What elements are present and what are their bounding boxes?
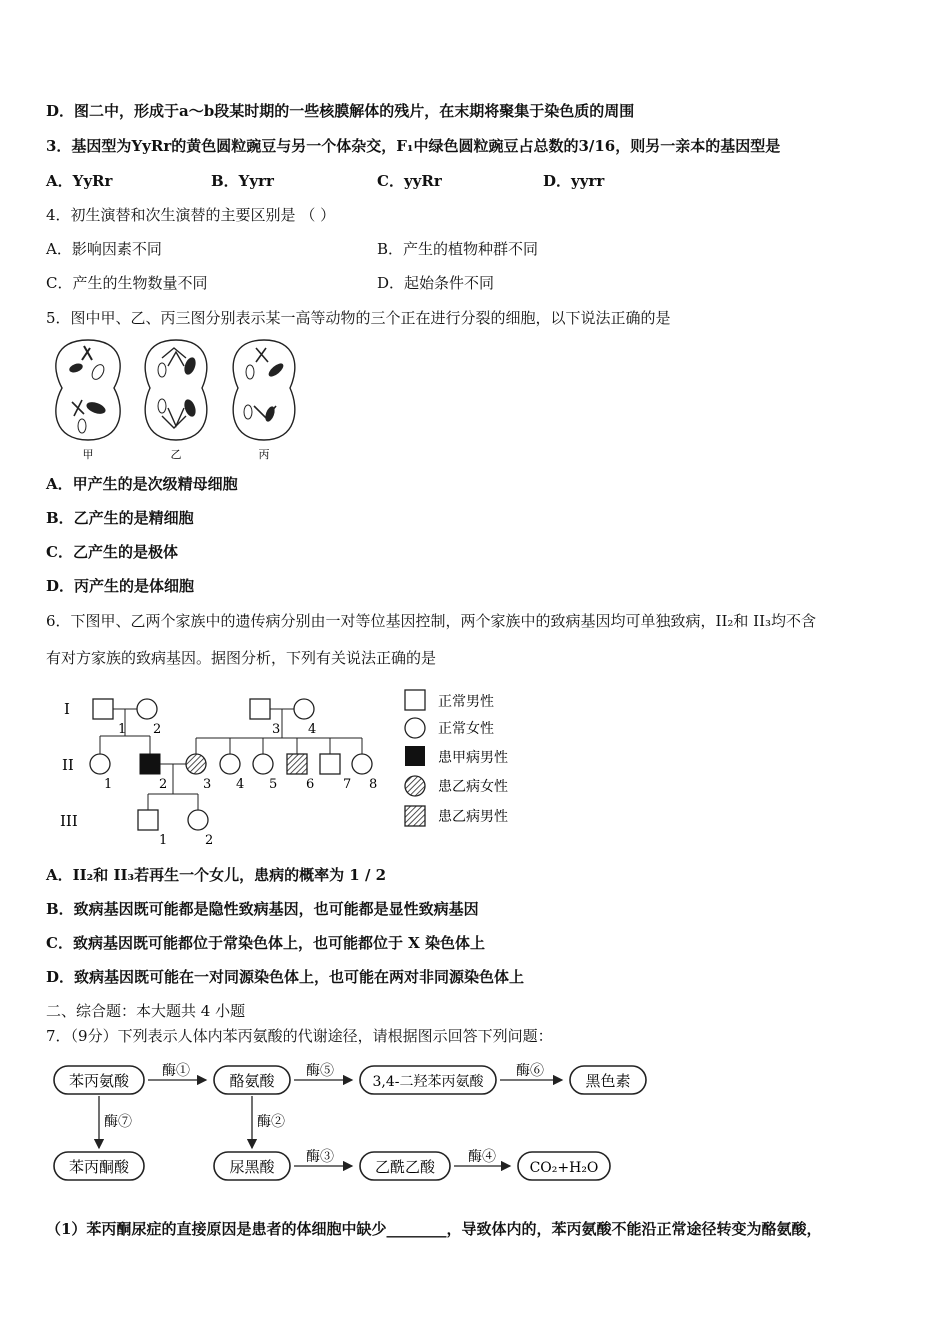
q6-stem-line1: 6．下图甲、乙两个家族中的遗传病分别由一对等位基因控制，两个家族中的致病基因均可单独致病，II₂和 II₃均不含 [46, 612, 817, 630]
node-co2-h2o-label: CO₂+H₂O [529, 1160, 599, 1176]
II-7 [320, 754, 340, 774]
q4-option-b: B．产生的植物种群不同 [377, 240, 539, 258]
q6-option-b: B．致病基因既可能都是隐性致病基因，也可能都是显性致病基因 [46, 900, 479, 918]
q4-option-a: A．影响因素不同 [46, 240, 162, 258]
q3-option-c: C．yyRr [377, 172, 442, 190]
legend-normal-male: 正常男性 [438, 694, 494, 710]
II-3 [186, 754, 206, 774]
III-1 [138, 810, 158, 830]
legend-normal-female: 正常女性 [438, 721, 494, 737]
cell-label-jia: 甲 [82, 448, 94, 461]
III-1-number: 1 [159, 833, 168, 848]
metabolic-pathway [48, 1058, 658, 1186]
I-1 [93, 699, 113, 719]
I-3 [250, 699, 270, 719]
q5-option-d: D．丙产生的是体细胞 [46, 577, 195, 595]
q6-stem-line2: 有对方家族的致病基因。据图分析，下列有关说法正确的是 [46, 649, 437, 667]
II-2 [140, 754, 160, 774]
node-tyrosine-label: 酪氨酸 [229, 1072, 275, 1090]
pedigree-legend [405, 690, 508, 826]
q5-option-b: B．乙产生的是精细胞 [46, 509, 194, 527]
II-6 [287, 754, 307, 774]
q7-sub1: （1）苯丙酮尿症的直接原因是患者的体细胞中缺少________，导致体内的，苯丙氨酸不能沿正常途径转变为酪氨酸， [46, 1220, 822, 1238]
node-phenylalanine-label: 苯丙氨酸 [68, 1072, 130, 1090]
enzyme-2: 酶② [257, 1114, 285, 1130]
q3-options [0, 170, 950, 192]
I-1-number: 1 [118, 722, 127, 737]
gen-label-3: III [60, 812, 78, 830]
cell-bing [233, 340, 295, 440]
enzyme-3: 酶③ [306, 1149, 334, 1165]
II-3-number: 3 [203, 777, 212, 792]
enzyme-6: 酶⑥ [516, 1063, 544, 1079]
enzyme-5: 酶⑤ [306, 1063, 334, 1079]
II-2-number: 2 [159, 777, 168, 792]
cell-jia [56, 340, 120, 440]
enzyme-1: 酶① [162, 1063, 190, 1079]
II-5-number: 5 [269, 777, 278, 792]
I-3-number: 3 [272, 722, 281, 737]
node-homogentisate-label: 尿黑酸 [229, 1158, 275, 1176]
I-2 [137, 699, 157, 719]
pedigree-chart [40, 684, 540, 850]
q6-option-c: C．致病基因既可能都位于常染色体上，也可能都位于 X 染色体上 [46, 934, 486, 952]
enzyme-4: 酶④ [468, 1149, 496, 1165]
node-melanin-label: 黑色素 [585, 1072, 631, 1090]
II-1-number: 1 [104, 777, 113, 792]
II-8 [352, 754, 372, 774]
q5-stem: 5．图中甲、乙、丙三图分别表示某一高等动物的三个正在进行分裂的细胞，以下说法正确的是 [46, 309, 671, 327]
q4-stem: 4．初生演替和次生演替的主要区别是 （ ） [46, 206, 336, 224]
node-acetoacetate-label: 乙酰乙酸 [374, 1158, 436, 1176]
III-2 [188, 810, 208, 830]
node-phenylpyruvate-label: 苯丙酮酸 [68, 1158, 130, 1176]
q3-option-b: B．Yyrr [211, 172, 274, 190]
legend-yi-female: 患乙病女性 [438, 779, 508, 795]
q3-stem: 3．基因型为YyRr的黄色圆粒豌豆与另一个体杂交，F₁中绿色圆粒豌豆占总数的3/16，则另一亲本的基因型是 [46, 137, 781, 155]
II-4 [220, 754, 240, 774]
gen-label-2: II [62, 756, 74, 774]
enzyme-7: 酶⑦ [104, 1114, 132, 1130]
q4-option-c: C．产生的生物数量不同 [46, 274, 208, 292]
node-dopa-label: 3,4-二羟苯丙氨酸 [372, 1074, 484, 1090]
cell-label-yi: 乙 [170, 448, 182, 461]
q6-option-a: A．II₂和 II₃若再生一个女儿，患病的概率为 1 / 2 [46, 866, 387, 884]
q7-stem: 7．（9分）下列表示人体内苯丙氨酸的代谢途径，请根据图示回答下列问题： [46, 1027, 553, 1045]
II-4-number: 4 [236, 777, 245, 792]
q5-option-c: C．乙产生的是极体 [46, 543, 178, 561]
q3-option-d: D．yyrr [543, 172, 605, 190]
II-5 [253, 754, 273, 774]
I-4-number: 4 [308, 722, 317, 737]
q4-option-d: D．起始条件不同 [377, 274, 495, 292]
q3-option-a: A．YyRr [46, 172, 113, 190]
legend-yi-male: 患乙病男性 [438, 809, 508, 825]
I-2-number: 2 [153, 722, 162, 737]
cell-division-figure [44, 336, 310, 464]
II-7-number: 7 [343, 777, 352, 792]
q6-option-d: D．致病基因既可能在一对同源染色体上，也可能在两对非同源染色体上 [46, 968, 525, 986]
cell-label-bing: 丙 [258, 448, 270, 461]
II-6-number: 6 [306, 777, 315, 792]
I-4 [294, 699, 314, 719]
q5-option-a: A．甲产生的是次级精母细胞 [46, 475, 238, 493]
II-8-number: 8 [369, 777, 378, 792]
section2-heading: 二、综合题：本大题共 4 小题 [46, 1002, 246, 1020]
cell-yi [145, 340, 207, 440]
legend-jia-male: 患甲病男性 [438, 750, 508, 766]
gen-label-1: I [64, 700, 70, 718]
III-2-number: 2 [205, 833, 214, 848]
II-1 [90, 754, 110, 774]
q2-option-d: D．图二中，形成于a～b段某时期的一些核膜解体的残片，在末期将聚集于染色质的周围 [46, 102, 635, 120]
